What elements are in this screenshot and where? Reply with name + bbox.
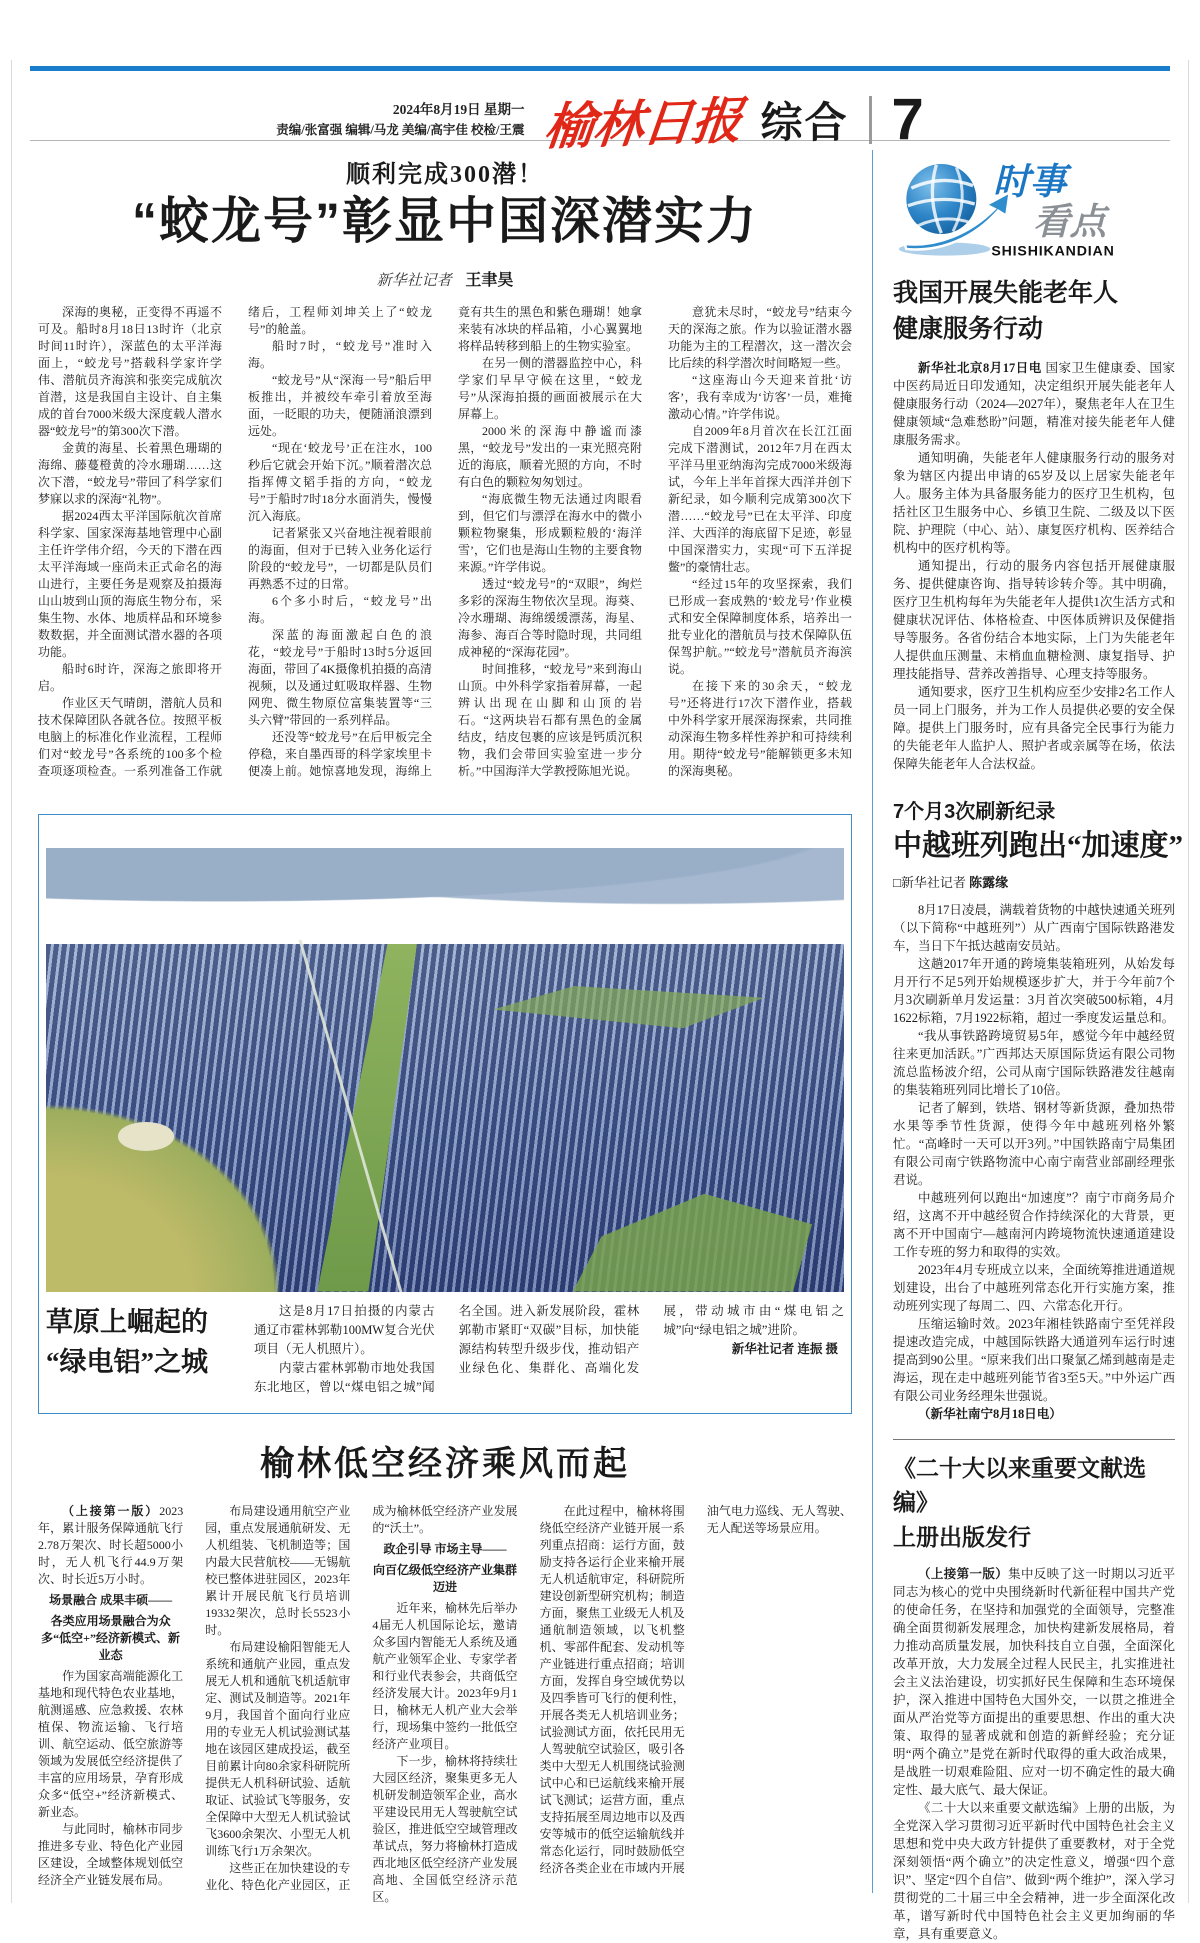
paragraph: 通知提出，行动的服务内容包括开展健康服务、提供健康咨询、指导转诊转介等。其中明确，医疗卫生机构每年为失能老年人提供1次生活方式和健康状况评估、体格检查、中医体质辨识及保健指导等服务。各省份结合本地实际，上门为失能老年人提供血压测量、末梢血血糖检测、康复指导、护理技能指导、营养改善指导、心理支持等服务。 (893, 558, 1175, 681)
paragraph: 近年来，榆林先后举办4届无人机国际论坛，邀请众多国内智能无人系统及通航产业领军企业、专家学者和行业代表参会，共商低空经济发展大计。2023年9月1日，榆林无人机产业大会举行，现场集中签约一批低空经济产业项目。 (372, 1600, 518, 1751)
solar-farm-photo (46, 822, 844, 1292)
masthead: 榆林日报 (540, 92, 744, 156)
page-edge-right (1188, 60, 1189, 1903)
photo-caption-text (254, 1302, 844, 1406)
sidebar-article1-body (893, 359, 1175, 773)
paragraph: 中越班列何以跑出“加速度”？南宁市商务局介绍，这离不开中越经贸合作持续深化的大背景，更离不开中国南宁—越南河内跨境物流快速通道建设工作专班的努力和取得的实效。 (893, 1190, 1175, 1259)
paragraph: “海底微生物无法通过肉眼看到，但它们与漂浮在海水中的微小颗粒物聚集，形成颗粒般的‘海洋雪’，它们也是海山生物的主要食物来源。”许学伟说。 (458, 491, 642, 574)
paragraph: “我从事铁路跨境贸易5年，感觉今年中越经贸往来更加活跃。”广西邦达天原国际货运有限公司物流总监杨波介绍，公司从南宁国际铁路港发往越南的集装箱班列同比增长了10倍。 (893, 1028, 1175, 1097)
paragraph: 8月17日凌晨，满载着货物的中越快速通关班列（以下简称“中越班列”）从广西南宁国际铁路港发车，当日下午抵达越南安员站。 (893, 902, 1175, 953)
paragraph: 在此过程中，榆林将围绕低空经济产业链开展一系列重点招商：运行方面，鼓励支持各运行企业来榆开展无人机适航审定，科研院所建设创新型研究机构；制造方面，聚焦工业级无人机及通航制造领域，以飞机整机、零部件配套、发动机等产业链进行重点招商；培训方面，发挥自身空域优势以及四季皆可飞行的便利性，开展各类无人机培训业务；试验测试方面，依托民用无人驾驶航空试验区，吸引各类中大型无人机围绕试验测试中心和已运航线来榆开展试飞测试；运营方面，重点支持拓展至周边地市以及西安等城市的低空运输航线并常态化运行，同时鼓励低空经济各类企业在市域内开展油气电力巡线、无人驾驶、无人配送等场景应用。 (539, 1503, 852, 1875)
article1-headline-line1: 我国开展失能老年人 (893, 280, 1119, 307)
news-focus-logo-icon (893, 150, 1143, 268)
paragraph: 布局建设榆阳智能无人系统和通航产业园，重点发展无人机和通航飞机适航审定、测试及制造等。2021年9月，我国首个面向行业应用的专业无人机试验测试基地在该园区建成投运，截至目前累计向80余家科研院所提供无人机科研试验、适航取证、试验试飞等服务，安全保障中大型无人机试验试飞3600余架次、小型无人机训练飞行1万余架次。 (205, 1639, 351, 1858)
photo-pond (118, 1122, 174, 1150)
article3-headline-line2: 上册出版发行 (893, 1524, 1031, 1550)
paragraph: 《二十大以来重要文献选编》上册的出版，为全党深入学习贯彻习近平新时代中国特色社会主义思想和党中央大政方针提供了重要教材，对于全党深刻领悟“两个确立”的决定性意义，增强“四个意识”、坚定“四个自信”、做到“两个维护”，深入学习贯彻党的二十届三中全会精神，进一步全面深化改革，谱写新时代中国特色社会主义更加绚丽的华章，具有重要意义。 (893, 1801, 1175, 1942)
paragraph: 在接下来的30余天，“蛟龙号”还将进行17次下潜作业，搭载中外科学家开展深海探索，共同推动深海生物多样性养护和可持续利用。期待“蛟龙号”能解锁更多未知的深海奥秘。 (668, 678, 852, 778)
paragraph: 通知明确，失能老年人健康服务行动的服务对象为辖区内提出申请的65岁及以上居家失能老年人。服务主体为具备服务能力的医疗卫生机构，包括社区卫生服务中心、乡镇卫生院、二级及以下医院、护理院（中心、站）、康复医疗机构、医养结合机构中的医疗机构等。 (893, 450, 1175, 555)
page-number: 7 (891, 87, 924, 152)
paragraph: 深海的奥秘，正变得不再遥不可及。船时8月18日13时许（北京时间11时许），深蓝色的太平洋海面上，“蛟龙号”搭载科学家许学伟、潜航员齐海滨和张奕完成航次首潜，这是我国自主设计、自主集成的首台7000米级大深度载人潜水器“蛟龙号”的第300次下潜。 (38, 304, 222, 438)
bottom-article-body (38, 1503, 852, 1907)
paragraph: 自2009年8月首次在长江江面完成下潜测试，2012年7月在西太平洋马里亚纳海沟完成7000米级海试，今年上半年首探大西洋并创下新纪录，如今顺利完成第300次下潜……“蛟龙号”已在太平洋、印度洋、大西洋的海底留下足迹，彰显中国深潜实力，实现“可下五洋捉鳖”的豪情壮志。 (668, 423, 852, 574)
paragraph: 意犹未尽时，“蛟龙号”结束今天的深海之旅。作为以验证潜水器功能为主的工程潜次，这一潜次会比后续的科学潜次时间略短一些。 (668, 304, 852, 370)
sidebar-article2-byline (893, 872, 1175, 891)
paragraph: 这趟2017年开通的跨境集装箱班列，从始发每月开行不足5列开始规模逐步扩大，并于今年前7个月3次刷新单月发运量：3月首次突破500标箱，4月1622标箱，7月1922标箱，超过一季度发运量总和。 (893, 956, 1175, 1025)
editorial-staff: 责编/张富强 编辑/马龙 美编/高宇佳 校检/王震 (276, 122, 525, 137)
paragraph: “经过15年的攻坚探索，我们已形成一套成熟的‘蛟龙号’作业模式和安全保障制度体系，培养出一批专业化的潜航员与技术保障队伍保驾护航。”“蛟龙号”潜航员齐海滨说。 (668, 576, 852, 676)
page-edge-left (11, 60, 12, 1903)
byline-name: 王聿昊 (465, 271, 514, 289)
sidebar-article2-kicker: 7个月3次刷新纪录 (893, 800, 1056, 823)
paragraph: 下一步，榆林将持续壮大园区经济，聚集更多无人机研发制造领军企业，高水平建设民用无人驾驶航空试验区，推进低空空域管理改革试点，努力将榆林打造成西北地区低空经济产业发展高地、全国低空经济示范区。 (372, 1753, 518, 1904)
paragraph: 深蓝的海面激起白色的浪花，“蛟龙号”于船时13时5分返回海面，带回了4K摄像机拍摄的高清视频，以及通过虹吸取样器、生物网兜、微生物原位富集装置等“三头六臂”带回的一系列样品。 (248, 627, 432, 727)
paragraph: 据2024西太平洋国际航次首席科学家、国家深海基地管理中心副主任许学伟介绍，今天的下潜在西太平洋海域一座尚未正式命名的海山进行，主要任务是观察及拍摄海山山坡到山顶的海底生物分布，采集生物、水体、地质样品和环境参数数据，并全面测试潜水器的各项功能。 (38, 508, 222, 659)
sidebar-article3-body (893, 1565, 1175, 1943)
sidebar-article1-headline (893, 276, 1175, 349)
main-article-byline (38, 267, 852, 290)
main-column (38, 146, 852, 1907)
paragraph: 这些正在加快建设的专业化、特色化产业园区，正成为榆林低空经济产业发展的“沃土”。 (205, 1503, 518, 1892)
paragraph: 船时6时许，深海之旅即将开启。 (38, 661, 222, 693)
logo-cn-line2: 看点 (1033, 201, 1107, 242)
publication-info (276, 100, 524, 140)
caption-title-line2: “绿电铝”之城 (46, 1347, 208, 1377)
logo-cn-line1: 时事 (993, 161, 1067, 202)
logo-latin: SHISHIKANDIAN (991, 243, 1115, 260)
paragraph: 内蒙古霍林郭勒市地处我国东北地区，曾以“煤电铝之城”闻名全国。进入新发展阶段，霍林郭勒市紧盯“双碳”目标，加快能源结构转型升级步伐，推动铝产业绿色化、集群化、高端化发展，带动城市由“煤电铝之城”向“绿电铝之城”进阶。 (254, 1303, 844, 1394)
paragraph: 还没等“蛟龙号”在后甲板完全停稳，来自墨西哥的科学家埃里卡便凑上前。她惊喜地发现，海绵上竟有共生的黑色和紫色珊瑚！她拿来装有冰块的样品箱，小心翼翼地将样品转移到船上的生物实验室。 (248, 304, 642, 778)
paragraph: （新华社南宁8月18日电） (918, 1406, 1062, 1421)
photo-hills (46, 848, 844, 940)
photo-grassland (46, 1075, 317, 1291)
main-article-headline: “蛟龙号”彰显中国深潜实力 (132, 193, 758, 249)
caption-title-line1: 草原上崛起的 (46, 1306, 208, 1337)
section-label: 综合 (760, 99, 849, 146)
paragraph: 新华社记者 连振 摄 (731, 1341, 838, 1356)
paragraph: 与此同时，榆林市同步推进多专业、特色化产业园区建设，全域整体规划低空经济全产业链发展布局。 (38, 1821, 184, 1887)
sidebar-article2-body (893, 901, 1175, 1423)
paragraph: 记者紧张又兴奋地注视着眼前的海面，但对于已转入业务化运行阶段的“蛟龙号”，一切都是队员们再熟悉不过的日常。 (248, 525, 432, 591)
photo-caption (46, 1302, 844, 1406)
sidebar-article3-headline (893, 1452, 1175, 1556)
paragraph: 各类应用场景融合为众多“低空+”经济新模式、新业态 (41, 1613, 181, 1662)
paragraph: 2023年4月专班成立以来，全面统筹推进通道规划建设，出台了中越班列常态化开行实施方案，推动班列实现了每周二、四、六常态化开行。 (893, 1262, 1175, 1313)
byline-agency: 新华社记者 (376, 272, 452, 289)
paragraph: 布局建设通用航空产业园，重点发展通航研发、无人机组装、飞机制造等；国内最大民营航校——无锡航校已整体进驻园区，2023年累计开展民航飞行员培训19332架次，总时长5523小时。 (205, 1503, 351, 1637)
paragraph: 新华社北京8月17日电 国家卫生健康委、国家中医药局近日印发通知，决定组织开展失能老年人健康服务行动（2024—2027年），聚焦老年人在卫生健康领域“急难愁盼”问题，精准对接失能老年人健康服务需求。 (893, 360, 1175, 447)
paragraph: 透过“蛟龙号”的“双眼”，绚烂多彩的深海生物依次呈现。海葵、冷水珊瑚、海绵缓缓漂荡，海星、海参、海百合等时隐时现，共同组成神秘的“深海花园”。 (458, 576, 642, 659)
paragraph: （上接第一版）集中反映了这一时期以习近平同志为核心的党中央围绕新时代新征程中国共产党的使命任务，在坚持和加强党的全面领导，完整准确全面贯彻新发展理念，加快构建新发展格局，着力推动高质量发展，加快科技自立自强，全面深化改革开放，大力发展全过程人民民主，扎实推进社会主义法治建设，切实抓好民生保障和生态环境保护，深入推进中国特色大国外交，一以贯之推进全面从严治党等方面提出的重要思想、作出的重大决策、取得的显著成就和创造的新鲜经验；充分证明“两个确立”是党在新时代取得的重大政治成果，是战胜一切艰难险阻、应对一切不确定性的最大确定性、最大底气、最大保证。 (893, 1567, 1175, 1798)
sidebar-separator (893, 1439, 1175, 1440)
paragraph: 通知要求，医疗卫生机构应至少安排2名工作人员一同上门服务，并为工作人员提供必要的安全保障。提供上门服务时，应有具备完全民事行为能力的失能老年人监护人、照护者或亲属等在场，依法保障失能老年人合法权益。 (893, 684, 1175, 771)
paragraph: （上接第一版）2023年，累计服务保障通航飞行2.78万架次、时长超5000小时，无人机飞行44.9万架次、时长近5万小时。 (38, 1503, 184, 1586)
sidebar-column (893, 150, 1184, 1943)
paragraph: “这座海山今天迎来首批‘访客’，我有幸成为‘访客’一员，难掩激动心情。”许学伟说。 (668, 372, 852, 421)
paragraph: 政企引导 市场主导—— (383, 1541, 507, 1556)
paragraph: 2000米的深海中静谧而漆黑，“蛟龙号”发出的一束光照亮附近的海底，顺着光照的方向，不时有白色的颗粒匆匆划过。 (458, 423, 642, 489)
page-number-divider (869, 96, 872, 144)
paragraph: 压缩运输时效。2023年湘桂铁路南宁至凭祥段提速改造完成，中越国际铁路大通道列车运行时速提高到90公里。“原来我们出口聚氯乙烯到越南是走海运，现在走中越班列能节省3至5天。”中外运广西有限公司业务经理朱世强说。 (893, 1316, 1175, 1403)
main-article-body (38, 304, 852, 790)
article3-headline-line1: 《二十大以来重要文献选编》 (893, 1455, 1146, 1516)
top-blue-rule (30, 66, 1170, 71)
paragraph: 船时7时，“蛟龙号”准时入海。 (248, 338, 432, 370)
main-article-kicker: 顺利完成300潜！ (346, 162, 544, 188)
paragraph: 6个多小时后，“蛟龙号”出海。 (248, 593, 432, 625)
photo-caption-title (46, 1302, 232, 1406)
article2-byline-name: 陈露缘 (969, 874, 1009, 890)
photo-story-box (38, 814, 852, 1414)
paragraph: 记者了解到，铁塔、钢材等新货源，叠加热带水果等季节性货源，使得今年中越班列格外繁忙。“高峰时一天可以开3列。”中国铁路南宁局集团有限公司南宁铁路物流中心南宁南营业部副经理张君说。 (893, 1100, 1175, 1187)
paragraph: 这是8月17日拍摄的内蒙古通辽市霍林郭勒100MW复合光伏项目（无人机照片）。 (254, 1303, 435, 1356)
paragraph: 作业区天气晴朗，潜航人员和技术保障团队各就各位。按照平板电脑上的标准化作业流程，工程师们对“蛟龙号”各系统的100多个检查项逐项检查。一系列准备工作就绪后，工程师刘坤关上了“蛟龙号”的舱盖。 (38, 304, 432, 778)
paragraph: 在另一侧的潜器监控中心，科学家们早早守候在这里，“蛟龙号”从深海拍摄的画面被展示在大屏幕上。 (458, 355, 642, 421)
column-divider (872, 150, 873, 1893)
article2-byline-prefix: □新华社记者 (893, 874, 966, 890)
publication-date: 2024年8月19日 星期一 (392, 101, 525, 117)
paragraph: 场景融合 成果丰硕—— (49, 1592, 173, 1607)
paragraph: 时间推移，“蛟龙号”来到海山山顶。中外科学家指着屏幕，一起辨认出现在山脚和山顶的岩石。“这两块岩石都有黑色的金属结皮，结皮包裹的应该是钙质沉积物，我们会带回实验室进一步分析。”中国海洋大学教授陈旭光说。 (458, 661, 642, 778)
paragraph: 作为国家高端能源化工基地和现代特色农业基地，航测遥感、应急救援、农林植保、物流运输、飞行培训、航空运动、低空旅游等领域为发展低空经济提供了丰富的应用场景，孕育形成众多“低空+”经济新模式、新业态。 (38, 1668, 184, 1819)
sidebar-article2-headline: 中越班列跑出“加速度” (893, 829, 1184, 862)
bottom-article-headline: 榆林低空经济乘风而起 (260, 1444, 630, 1483)
shishikandian-logo (893, 150, 1175, 268)
paragraph: “蛟龙号”从“深海一号”船后甲板推出，并被绞车牵引着放至海面，一眨眼的功夫，便随涌浪漂到远处。 (248, 372, 432, 438)
paragraph: 向百亿级低空经济产业集群迈进 (372, 1562, 517, 1594)
paragraph: 金黄的海星、长着黑色珊瑚的海绵、藤蔓橙黄的冷水珊瑚……这次下潜，“蛟龙号”带回了科学家们梦寐以求的深海“礼物”。 (38, 440, 222, 506)
article1-headline-line2: 健康服务行动 (893, 316, 1044, 344)
paragraph: “现在‘蛟龙号’正在注水，100秒后它就会开始下沉。”顺着潜次总指挥傅文韬手指的方向，“蛟龙号”于船时7时18分水面消失，慢慢沉入海底。 (248, 440, 432, 523)
